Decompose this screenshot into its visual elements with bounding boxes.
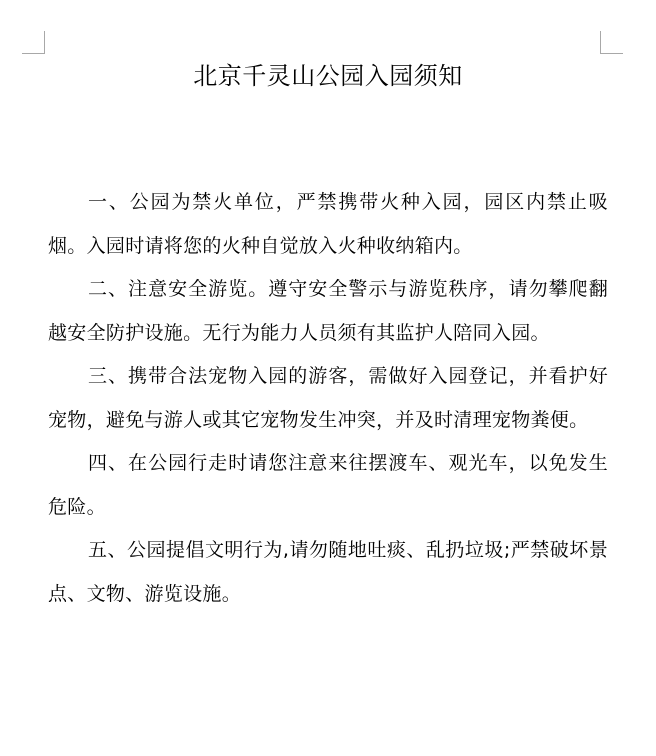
paragraph-1: 一、公园为禁火单位，严禁携带火种入园，园区内禁止吸烟。入园时请将您的火种自觉放入火种收纳箱内。: [48, 191, 608, 257]
top-right-crop-mark: [600, 31, 623, 54]
document-body: [48, 181, 608, 616]
paragraph-4: 四、在公园行走时请您注意来往摆渡车、观光车，以免发生危险。: [48, 452, 608, 518]
top-left-crop-mark: [22, 31, 45, 54]
document-title: 北京千灵山公园入园须知: [193, 62, 463, 90]
paragraph-3: 三、携带合法宠物入园的游客，需做好入园登记，并看护好宠物，避免与游人或其它宠物发生冲突，并及时清理宠物粪便。: [48, 365, 608, 431]
paragraph-2: 二、注意安全游览。遵守安全警示与游览秩序，请勿攀爬翻越安全防护设施。无行为能力人员须有其监护人陪同入园。: [48, 278, 608, 344]
paragraph-5: 五、公园提倡文明行为,请勿随地吐痰、乱扔垃圾;严禁破坏景点、文物、游览设施。: [48, 539, 608, 605]
